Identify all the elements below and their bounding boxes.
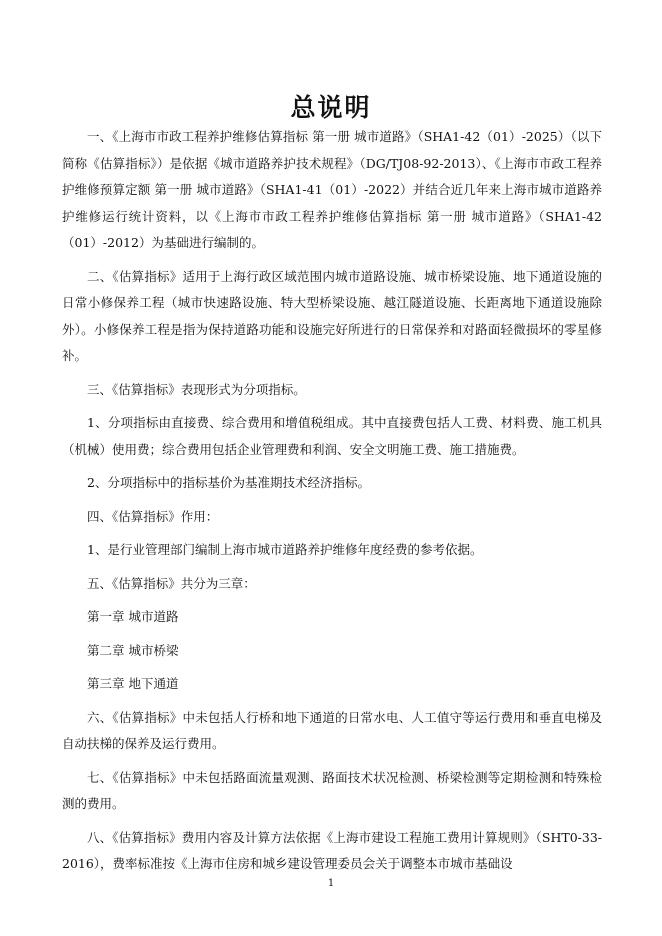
paragraph-6: 四、《估算指标》作用： [87,508,219,524]
paragraph-14: 八、《估算指标》费用内容及计算方法依据《上海市建设工程施工费用计算规则》（SHT0-33-2016），费率标准按《上海市住房和城乡建设管理委员会关于调整本市城市基础设 [62,829,602,871]
chapter-1: 第一章 城市道路 [87,609,179,624]
paragraph-5: 2、分项指标中的指标基价为基准期技术经济指标。 [87,475,370,490]
paragraph-7: 1、是行业管理部门编制上海市城市道路养护维修年度经费的参考依据。 [87,542,483,557]
paragraph-1: 一、《上海市市政工程养护维修估算指标 第一册 城市道路》（SHA1-42（01）-2025）（以下简称《估算指标》）是依据《城市道路养护技术规程》（DG/TJ08-92-2013）、《上海市市政工程养护维修预算定额 第一册 城市道路》（SHA1-41（01）-2022）并结合近几年来上海市城市道路养护维修运行统计资料，以《上海市市政工程养护维修估算指标 第一册 城市道路》（SHA1-42（01）-2012）为基础进行编制的。 [62,129,602,250]
page-number: 1 [327,878,335,889]
chapter-2: 第二章 城市桥梁 [87,642,179,658]
paragraph-13: 七、《估算指标》中未包括路面流量观测、路面技术状况检测、桥梁检测等定期检测和特殊检测的费用。 [62,769,602,811]
paragraph-2: 二、《估算指标》适用于上海行政区域范围内城市道路设施、城市桥梁设施、地下通道设施的日常小修保养工程（城市快速路设施、特大型桥梁设施、越江隧道设施、长距离地下通道设施除外）。小修保养工程是指为保持道路功能和设施完好所进行的日常保养和对路面轻微损坏的零星修补。 [62,268,602,363]
document-body [62,124,602,878]
paragraph-12: 六、《估算指标》中未包括人行桥和地下通道的日常水电、人工值守等运行费用和垂直电梯及自动扶梯的保养及运行费用。 [62,709,602,751]
paragraph-3: 三、《估算指标》表现形式为分项指标。 [87,381,306,397]
paragraph-4: 1、分项指标由直接费、综合费用和增值税组成。其中直接费包括人工费、材料费、施工机具（机械）使用费；综合费用包括企业管理费和利润、安全文明施工费、施工措施费。 [62,415,602,457]
paragraph-8: 五、《估算指标》共分为三章： [87,575,256,591]
chapter-3: 第三章 地下通道 [87,676,179,691]
page-title: 总说明 [290,93,372,122]
